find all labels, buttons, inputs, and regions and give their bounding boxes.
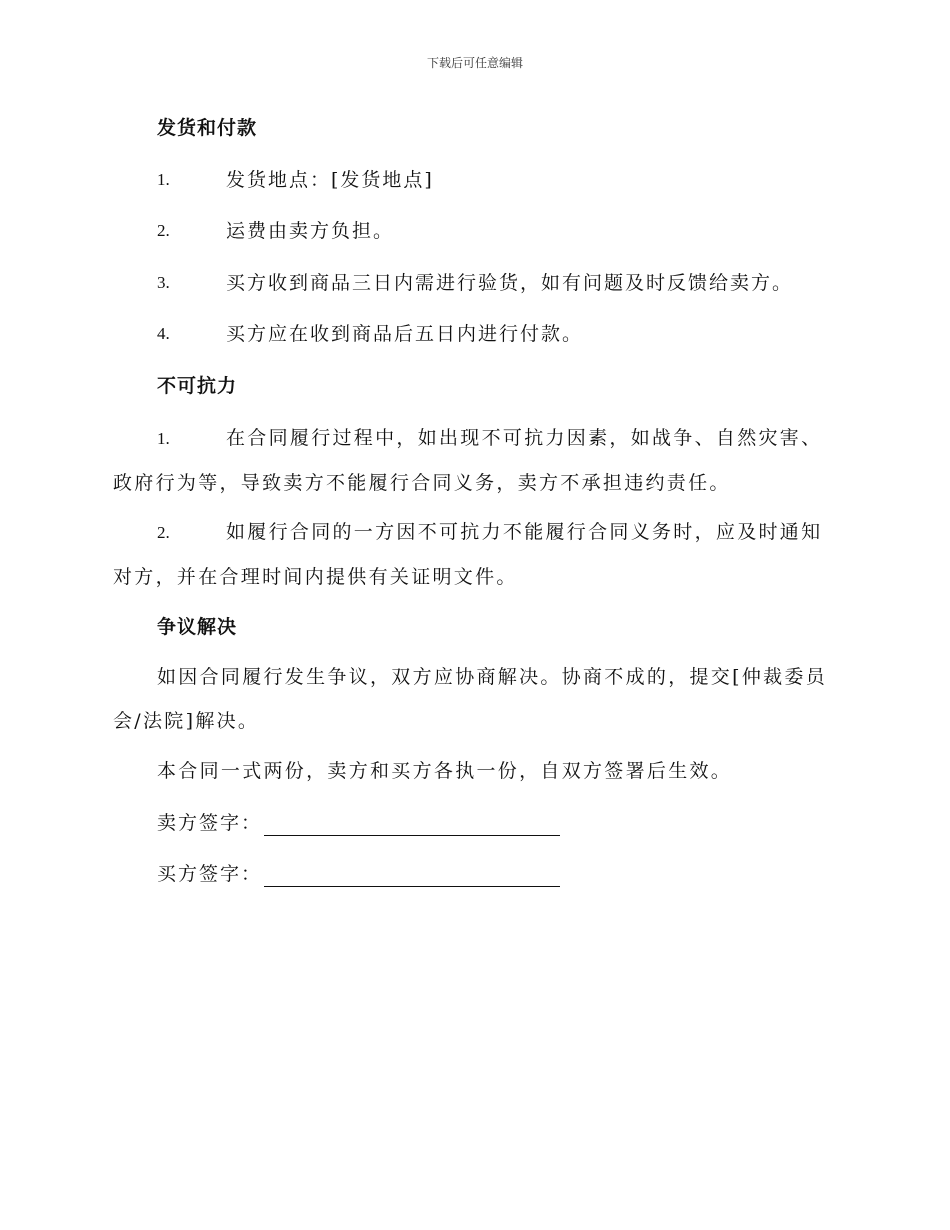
closing-paragraph: 本合同一式两份，卖方和买方各执一份，自双方签署后生效。 xyxy=(157,760,733,782)
list-item-number: 1. xyxy=(157,170,170,189)
list-item-number: 2. xyxy=(157,523,170,542)
list-item-number: 1. xyxy=(157,429,170,448)
dispute-paragraph: 如因合同履行发生争议，双方应协商解决。协商不成的，提交[仲裁委员会/法院]解决。 xyxy=(113,666,828,732)
list-item-text: 发货地点：[发货地点] xyxy=(226,169,434,191)
list-item-text: 运费由卖方负担。 xyxy=(226,220,395,242)
list-item-text: 在合同履行过程中，如出现不可抗力因素，如战争、自然灾害、政府行为等，导致卖方不能履行合同义务，卖方不承担违约责任。 xyxy=(113,427,823,494)
list-item-text: 买方应在收到商品后五日内进行付款。 xyxy=(226,323,584,345)
page-header-note: 下载后可任意编辑 xyxy=(426,56,523,70)
list-item-text: 买方收到商品三日内需进行验货，如有问题及时反馈给卖方。 xyxy=(226,272,794,294)
list-item-number: 3. xyxy=(157,273,170,292)
list-item xyxy=(113,510,835,599)
buyer-signature-label: 买方签字： xyxy=(157,863,263,885)
list-item-text: 如履行合同的一方因不可抗力不能履行合同义务时，应及时通知对方，并在合理时间内提供有关证明文件。 xyxy=(113,521,823,588)
section-heading-dispute: 争议解决 xyxy=(157,616,238,638)
list-item xyxy=(113,270,835,296)
section-heading-delivery: 发货和付款 xyxy=(157,117,258,139)
seller-signature-label: 卖方签字： xyxy=(157,812,263,834)
list-item xyxy=(113,321,835,347)
buyer-signature xyxy=(113,861,879,887)
list-item xyxy=(113,218,835,244)
section-heading-force-majeure: 不可抗力 xyxy=(157,375,238,397)
seller-signature-line[interactable] xyxy=(264,813,560,836)
buyer-signature-line[interactable] xyxy=(264,864,560,887)
list-item xyxy=(113,416,835,505)
list-item-number: 4. xyxy=(157,324,170,343)
seller-signature xyxy=(113,810,879,836)
list-item xyxy=(113,167,835,193)
list-item-number: 2. xyxy=(157,221,170,240)
